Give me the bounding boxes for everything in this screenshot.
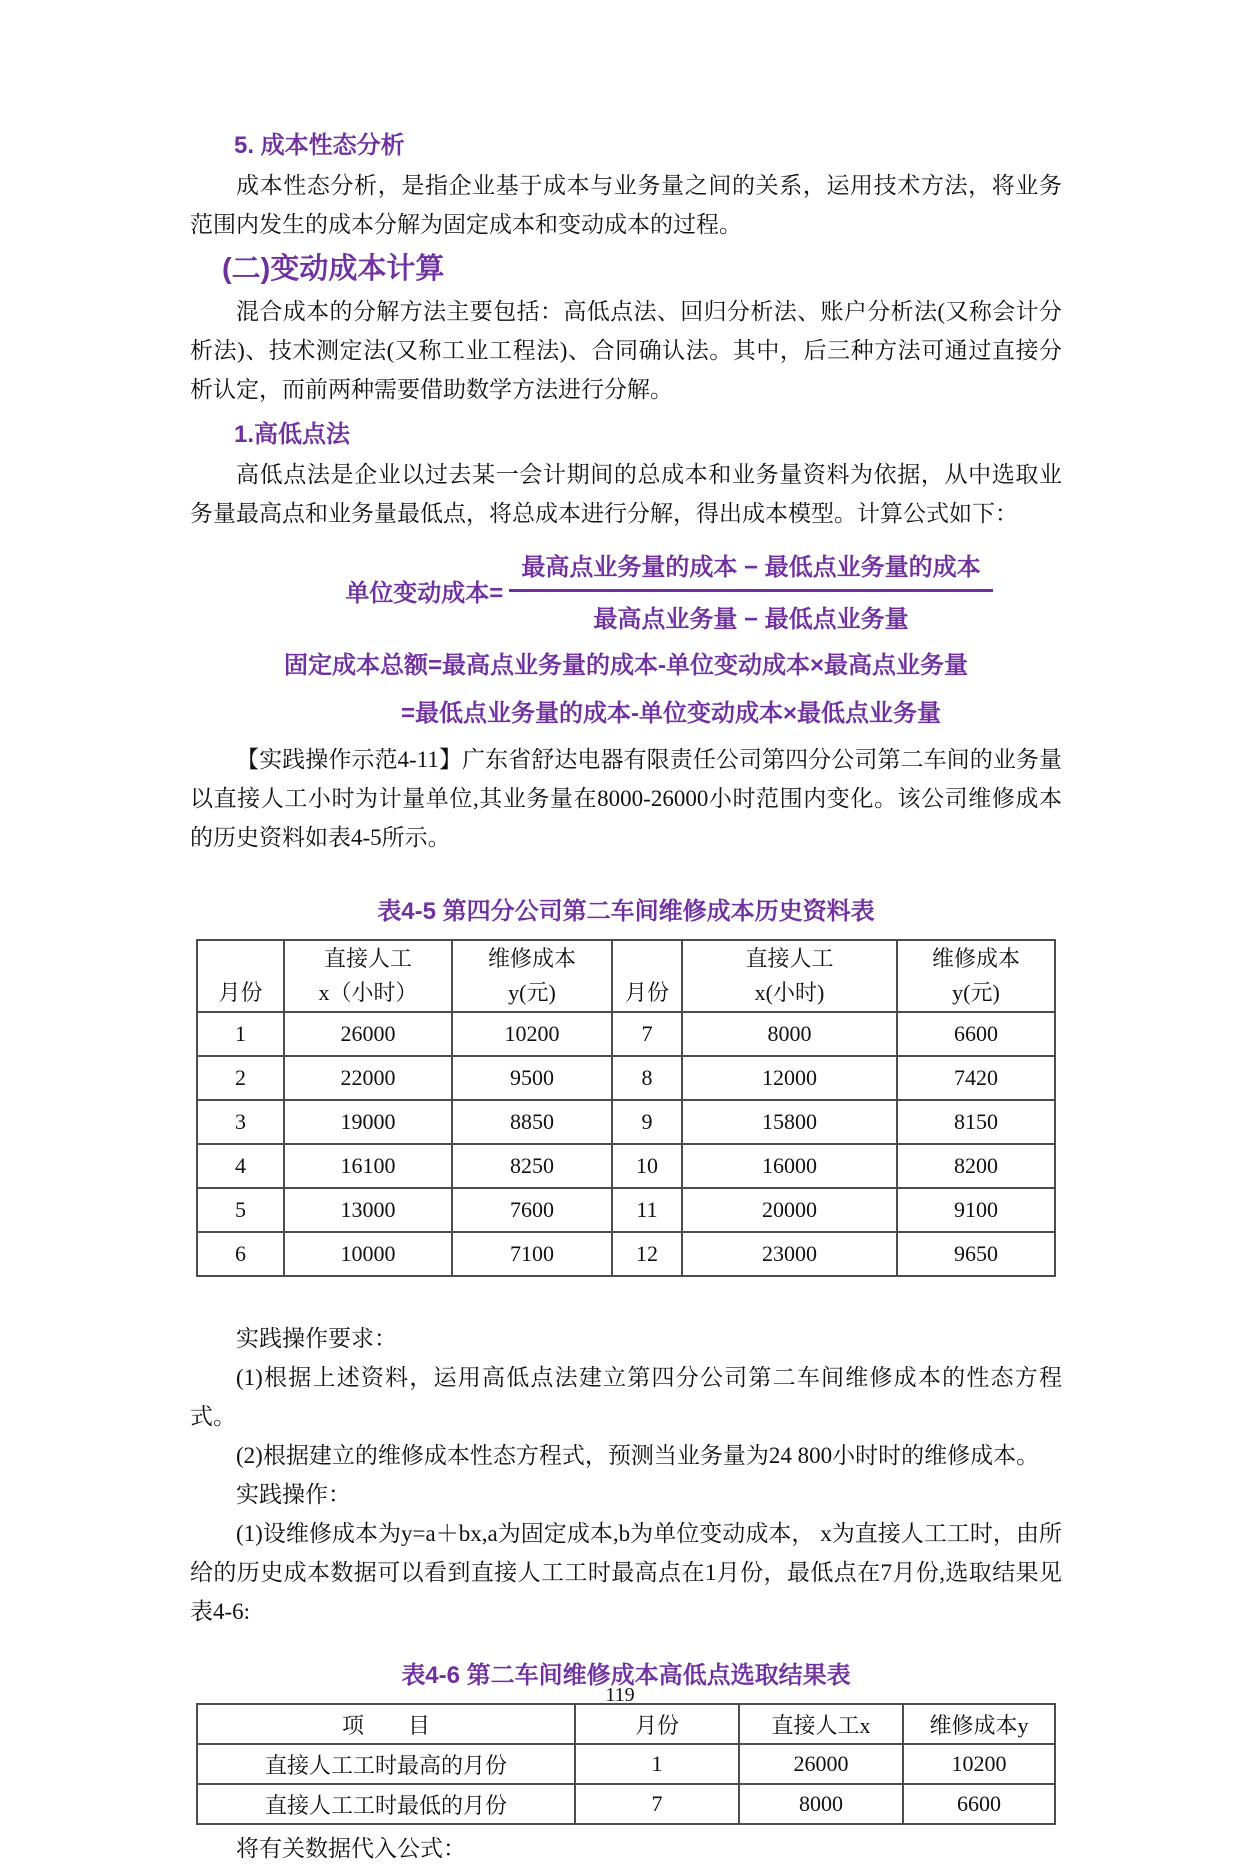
paragraph-cost-behavior-definition: 成本性态分析，是指企业基于成本与业务量之间的关系，运用技术方法，将业务范围内发生的成本分解为固定成本和变动成本的过程。 xyxy=(190,173,1062,237)
col-header-maintenance-cost-right xyxy=(897,940,1055,1012)
table-cell: 9500 xyxy=(452,1056,612,1100)
heading-cost-behavior-analysis: 5. 成本性态分析 xyxy=(234,132,405,159)
header-line: 直接人工 xyxy=(323,946,412,971)
table-row xyxy=(197,1012,1055,1056)
col-header-direct-labor-x: 直接人工x xyxy=(739,1704,903,1744)
paragraph-requirement-2: (2)根据建立的维修成本性态方程式，预测当业务量为24 800小时时的维修成本。 xyxy=(236,1443,1040,1468)
table-cell: 15800 xyxy=(682,1100,897,1144)
table-cell: 8200 xyxy=(897,1144,1055,1188)
table-cell: 8 xyxy=(612,1056,682,1100)
paragraph-substitute-data: 将有关数据代入公式： xyxy=(236,1836,466,1861)
table-cell: 8000 xyxy=(739,1784,903,1824)
table-row xyxy=(197,1784,1055,1824)
page-number: 119 xyxy=(605,1684,635,1706)
formula-lhs: 单位变动成本= xyxy=(345,580,504,607)
table-cell: 10 xyxy=(612,1144,682,1188)
table-row xyxy=(197,1744,1055,1784)
table-cell: 20000 xyxy=(682,1188,897,1232)
table-cell: 7600 xyxy=(452,1188,612,1232)
formula-fraction xyxy=(509,547,992,634)
table-cell: 9100 xyxy=(897,1188,1055,1232)
header-line: 维修成本 xyxy=(931,946,1020,971)
header-line: 月份 xyxy=(218,980,263,1005)
formula-denominator: 最高点业务量 − 最低点业务量 xyxy=(593,606,909,633)
table-row xyxy=(197,1232,1055,1276)
col-header-direct-labor-right xyxy=(682,940,897,1012)
table-cell: 3 xyxy=(197,1100,284,1144)
table-cell: 13000 xyxy=(284,1188,452,1232)
table-cell: 10200 xyxy=(452,1012,612,1056)
table-cell: 8850 xyxy=(452,1100,612,1144)
table-row xyxy=(197,1144,1055,1188)
table-4-6-header-row xyxy=(197,1704,1055,1744)
table-cell: 8150 xyxy=(897,1100,1055,1144)
table-cell: 2 xyxy=(197,1056,284,1100)
header-line xyxy=(617,942,677,976)
table-cell: 26000 xyxy=(739,1744,903,1784)
practice-section xyxy=(190,1319,1062,1631)
header-line: y(元) xyxy=(508,980,556,1005)
paragraph-practice-operation-title: 实践操作： xyxy=(236,1482,351,1507)
table-4-5 xyxy=(196,939,1056,1277)
table-cell: 直接人工工时最低的月份 xyxy=(197,1784,575,1824)
table-cell: 16000 xyxy=(682,1144,897,1188)
table-cell: 26000 xyxy=(284,1012,452,1056)
table-cell: 19000 xyxy=(284,1100,452,1144)
table-cell: 4 xyxy=(197,1144,284,1188)
col-header-maintenance-cost-left xyxy=(452,940,612,1012)
table-cell: 11 xyxy=(612,1188,682,1232)
table-cell: 7 xyxy=(612,1012,682,1056)
header-line: 维修成本 xyxy=(487,946,576,971)
table-cell: 7100 xyxy=(452,1232,612,1276)
table-cell: 7 xyxy=(575,1784,739,1824)
heading-variable-cost-calculation: (二)变动成本计算 xyxy=(222,253,445,285)
table-cell: 8000 xyxy=(682,1012,897,1056)
table-cell: 10000 xyxy=(284,1232,452,1276)
header-line: x（小时） xyxy=(318,980,418,1005)
table-cell: 6 xyxy=(197,1232,284,1276)
table-cell: 10200 xyxy=(903,1744,1055,1784)
header-line: y(元) xyxy=(952,980,1000,1005)
formula-numerator: 最高点业务量的成本 − 最低点业务量的成本 xyxy=(509,547,992,592)
table-cell: 9650 xyxy=(897,1232,1055,1276)
col-header-month-right xyxy=(612,940,682,1012)
table-cell: 6600 xyxy=(897,1012,1055,1056)
formula-unit-variable-cost xyxy=(190,547,1062,634)
table-row xyxy=(197,1188,1055,1232)
paragraph-mixed-cost-methods: 混合成本的分解方法主要包括：高低点法、回归分析法、账户分析法(又称会计分析法)、技术测定法(又称工业工程法)、合同确认法。其中，后三种方法可通过直接分析认定，而前两种需要借助数学方法进行分解。 xyxy=(190,299,1062,402)
formula-fixed-cost-line1: 固定成本总额=最高点业务量的成本-单位变动成本×最高点业务量 xyxy=(283,652,969,679)
col-header-item: 项 目 xyxy=(197,1704,575,1744)
table-4-6-caption: 表4-6 第二车间维修成本高低点选取结果表 xyxy=(401,1662,851,1689)
paragraph-practice-requirements-title: 实践操作要求： xyxy=(236,1326,397,1351)
table-cell: 直接人工工时最高的月份 xyxy=(197,1744,575,1784)
paragraph-requirement-1: (1)根据上述资料，运用高低点法建立第四分公司第二车间维修成本的性态方程式。 xyxy=(190,1365,1062,1429)
table-4-6 xyxy=(196,1703,1056,1825)
table-cell: 5 xyxy=(197,1188,284,1232)
paragraph-example-4-11: 【实践操作示范4-11】广东省舒达电器有限责任公司第四分公司第二车间的业务量以直接人工小时为计量单位,其业务量在8000-26000小时范围内变化。该公司维修成本的历史资料如表4-5所示。 xyxy=(190,747,1062,850)
table-cell: 1 xyxy=(575,1744,739,1784)
table-cell: 16100 xyxy=(284,1144,452,1188)
table-cell: 1 xyxy=(197,1012,284,1056)
page-content xyxy=(190,130,1062,1868)
col-header-month-left xyxy=(197,940,284,1012)
table-4-5-header-row xyxy=(197,940,1055,1012)
table-cell: 7420 xyxy=(897,1056,1055,1100)
table-cell: 9 xyxy=(612,1100,682,1144)
col-header-maintenance-cost-y: 维修成本y xyxy=(903,1704,1055,1744)
table-cell: 23000 xyxy=(682,1232,897,1276)
header-line: x(小时) xyxy=(754,980,825,1005)
table-cell: 12000 xyxy=(682,1056,897,1100)
col-header-month: 月份 xyxy=(575,1704,739,1744)
header-line: 月份 xyxy=(624,980,669,1005)
paragraph-high-low-intro: 高低点法是企业以过去某一会计期间的总成本和业务量资料为依据，从中选取业务量最高点和业务量最低点，将总成本进行分解，得出成本模型。计算公式如下： xyxy=(190,462,1062,526)
col-header-direct-labor-left xyxy=(284,940,452,1012)
formula-fixed-cost-line2: =最低点业务量的成本-单位变动成本×最低点业务量 xyxy=(400,700,942,727)
heading-high-low-method: 1.高低点法 xyxy=(234,421,351,448)
table-row xyxy=(197,1056,1055,1100)
table-cell: 22000 xyxy=(284,1056,452,1100)
table-cell: 8250 xyxy=(452,1144,612,1188)
header-line: 直接人工 xyxy=(745,946,834,971)
paragraph-operation-1: (1)设维修成本为y=a＋bx,a为固定成本,b为单位变动成本， x为直接人工工时，由所给的历史成本数据可以看到直接人工工时最高点在1月份，最低点在7月份,选取结果见表4-6: xyxy=(190,1521,1062,1624)
table-row xyxy=(197,1100,1055,1144)
header-line xyxy=(202,942,279,976)
table-cell: 6600 xyxy=(903,1784,1055,1824)
table-4-5-caption: 表4-5 第四分公司第二车间维修成本历史资料表 xyxy=(377,898,875,925)
table-cell: 12 xyxy=(612,1232,682,1276)
